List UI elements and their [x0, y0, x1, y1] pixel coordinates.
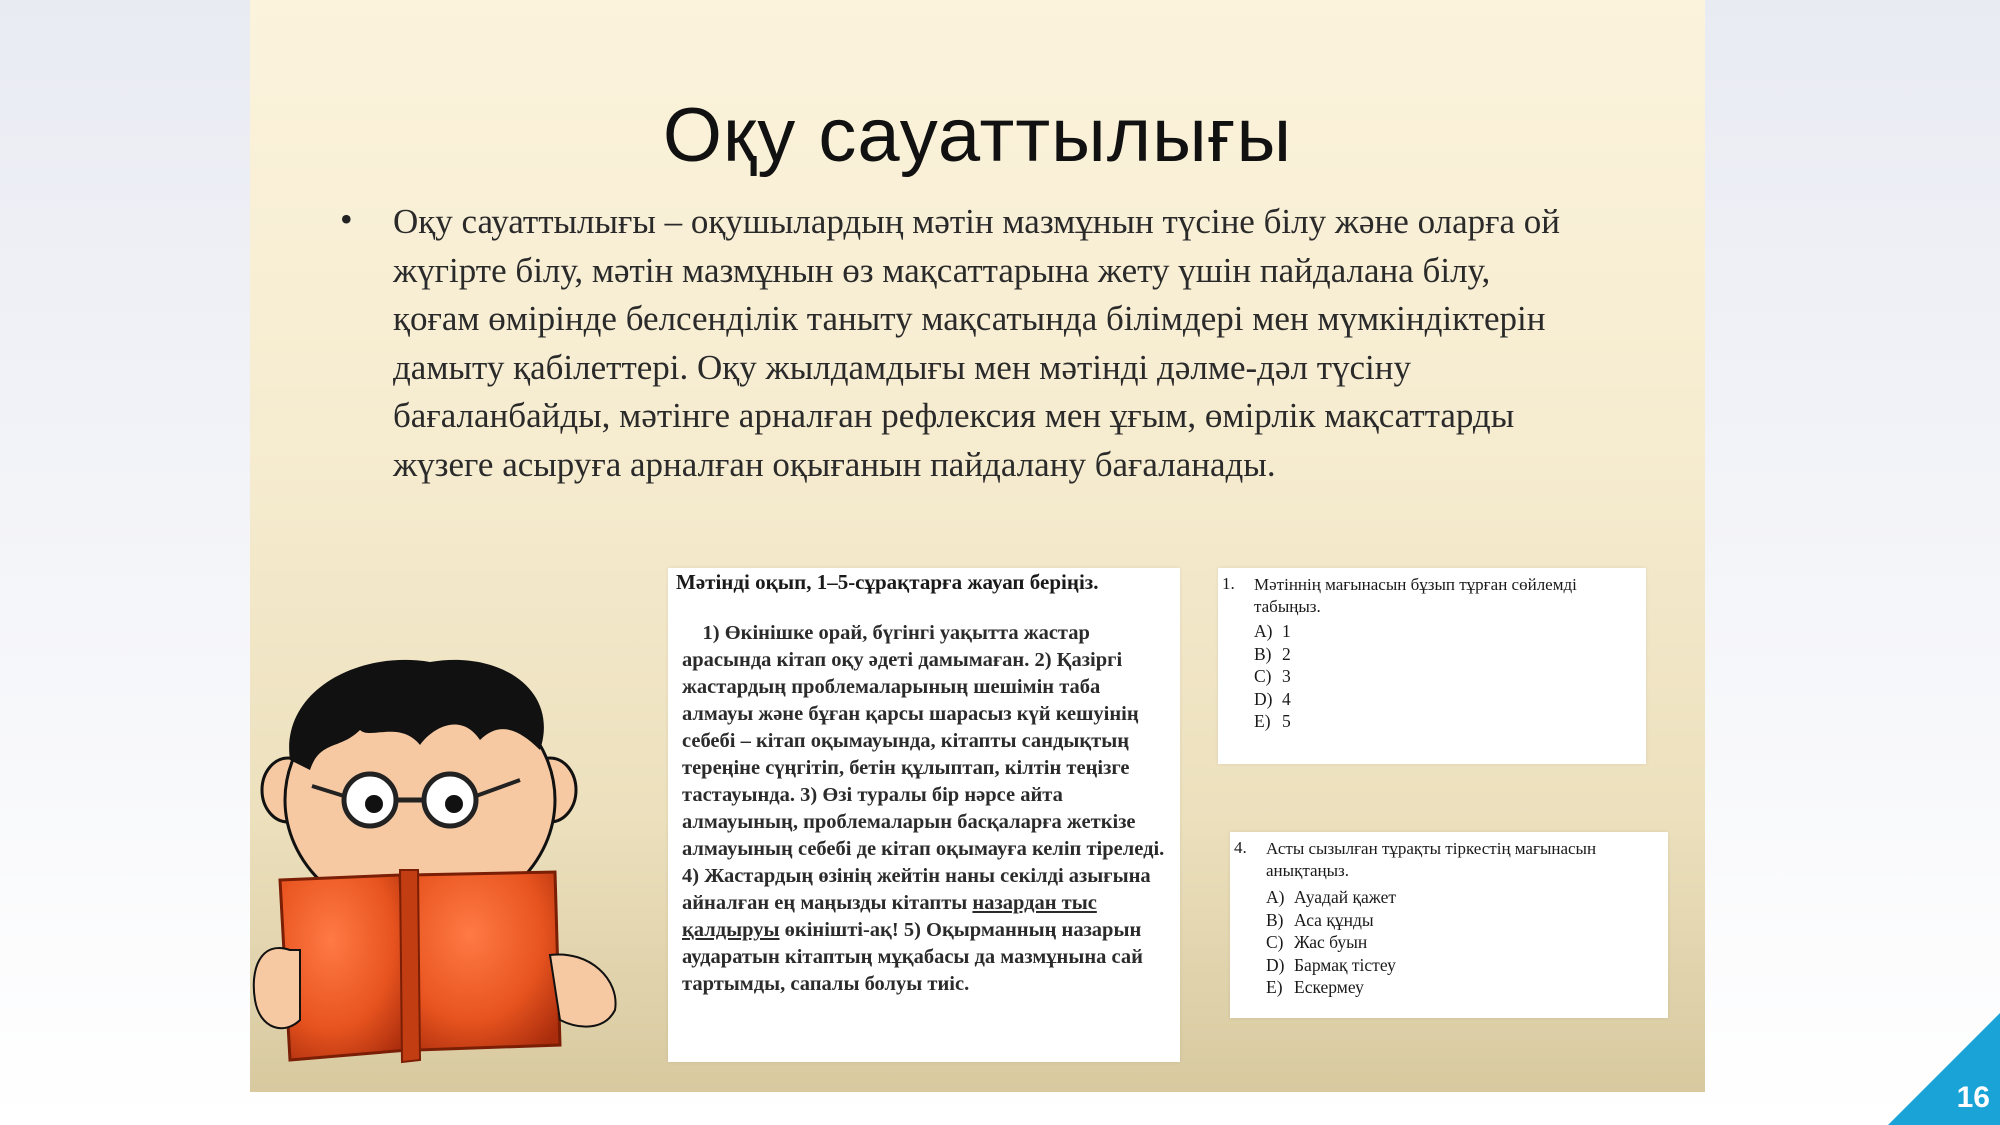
reading-task-heading: Мәтінді оқып, 1–5-сұрақтарға жауап беріңіз.: [676, 570, 1099, 594]
question-4-card: [1230, 832, 1668, 1018]
option-item: E) 5: [1254, 711, 1291, 731]
bullet-marker: •: [340, 199, 353, 239]
option-item: D) 4: [1254, 688, 1291, 709]
question-1-card: [1218, 568, 1646, 764]
slide: [250, 0, 1705, 1092]
option-item: B) Аса құнды: [1266, 909, 1374, 930]
options-list: [1266, 886, 1396, 999]
boy-reading-book-illustration: [250, 650, 650, 1092]
page-number: 16: [1956, 1081, 1990, 1114]
option-item: A) Ауадай қажет: [1266, 887, 1397, 907]
question-text: Асты сызылған тұрақты тіркестің мағынасын анықтаңыз.: [1266, 839, 1597, 880]
slide-title: Оқу сауаттылығы: [662, 93, 1293, 178]
passage-part: өкінішті-ақ! 5) Оқырманның назарын аударатын кітаптың мұқабасы да мазмұнына сай тартымды, сапалы болуы тиіс.: [682, 919, 1143, 995]
reading-passage-text: [682, 620, 1172, 998]
option-item: A) 1: [1254, 621, 1291, 641]
options-list: [1254, 620, 1291, 733]
option-item: C) Жас буын: [1266, 932, 1368, 952]
option-item: B) 2: [1254, 643, 1291, 664]
option-item: C) 3: [1254, 666, 1291, 686]
passage-underlined-phrase: назардан тыс қалдыруы: [682, 892, 1097, 941]
question-number: 1.: [1222, 574, 1235, 593]
question-text: Мәтіннің мағынасын бұзып тұрған сөйлемді табыңыз.: [1254, 575, 1577, 616]
passage-part: 1) Өкінішке орай, бүгінгі уақытта жастар арасында кітап оқу әдеті дамымаған. 2) Қазіргі жастардың проблемаларының шешімін таба алмауы және бұған қарсы шарасыз күй кешуінің себебі – кітап оқымауында, кітапты сандықтың тереңіне сүңгітіп, бетін құлыптап, кілтін теңізге тастауында. 3) Өзі туралы бір нәрсе айта алмауының, проблемаларын басқаларға жеткізе алмауының себебі де кітап оқымауға келіп тіреледі. 4) Жастардың өзінің жейтін наны секілді азығына айналған ең маңызды кітапты: [682, 622, 1165, 914]
reading-passage-card: [668, 568, 1180, 1062]
slide-body-text: Оқу сауаттылығы – оқушылардың мәтін мазмұнын түсіне білу және оларға ой жүгірте білу, мәтін мазмұнын өз мақсаттарына жету үшін пайдалана білу, қоғам өмірінде белсенділік таныту мақсатында білімдері мен мүмкіндіктерін дамыту қабілеттері. Оқу жылдамдығы мен мәтінді дәлме-дәл түсіну бағаланбайды, мәтінге арналған рефлексия мен ұғым, өмірлік мақсаттарды жүзеге асыруға арналған оқығанын пайдалану бағаланады.: [393, 202, 1560, 484]
option-item: D) Бармақ тістеу: [1266, 954, 1396, 975]
option-item: E) Ескермеу: [1266, 977, 1364, 997]
question-number: 4.: [1234, 838, 1247, 857]
